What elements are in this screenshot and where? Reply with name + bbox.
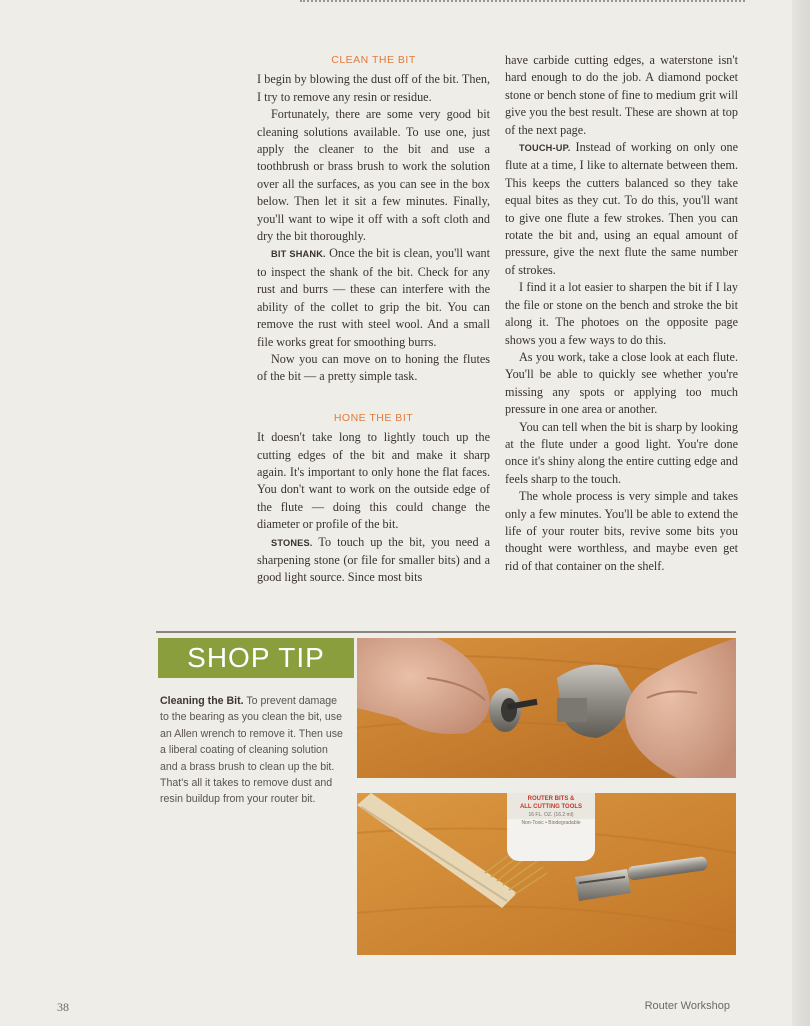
paragraph: The whole process is very simple and takes only a few minutes. You'll be able to extend the life of your router bits, revive some bits you thought were worthless, and maybe even get rid of that container on the shelf.	[505, 489, 738, 573]
heading-clean-the-bit: CLEAN THE BIT	[331, 54, 416, 66]
page-edge	[792, 0, 810, 1026]
bottle-label	[507, 795, 595, 827]
paragraph	[257, 534, 490, 587]
bottle-label-line: 16 FL. OZ. (16.2 ml)	[528, 812, 574, 818]
runin-heading: BIT SHANK.	[271, 249, 326, 260]
shop-tip-title: SHOP TIP	[187, 642, 325, 673]
paragraph: I find it a lot easier to sharpen the bit if I lay the file or stone on the bench and stroke the bit along it. The photoes on the opposite page shows you a few ways to do this.	[505, 280, 738, 347]
bottle-label-line: Non-Toxic • Biodegradable	[521, 820, 581, 826]
bottle-label-line: ROUTER BITS &	[527, 796, 575, 802]
runin-heading: TOUCH-UP.	[519, 143, 571, 154]
top-rule	[300, 0, 745, 6]
bottle-label-line: ALL CUTTING TOOLS	[519, 804, 583, 810]
paragraph: As you work, take a close look at each flute. You'll be able to quickly see whether you're missing any spots or applying too much pressure in one area or another.	[505, 349, 738, 417]
left-column	[257, 52, 490, 587]
paragraph-text: Once the bit is clean, you'll want to inspect the shank of the bit. Check for any rust and burrs — these can interfere with the ability of the collet to grip the bit. You can remove the rust with steel wool. And a small file works great for smoothing burrs.	[257, 246, 491, 349]
shop-tip-body: To prevent damage to the bearing as you clean the bit, use an Allen wrench to remove it. Then use a liberal coating of cleaning solution and a brass brush to clean up the bit. That's all it takes to remove dust and resin buildup from your router bit.	[160, 695, 343, 806]
runin-heading: STONES.	[271, 537, 313, 548]
paragraph: It doesn't take long to lightly touch up the cutting edges of the bit and make it sharp again. It's important to only hone the flat faces. You don't want to work on the outside edge of the flute — doing this could change the diameter or profile of the bit.	[257, 430, 490, 532]
paragraph: I begin by blowing the dust off of the bit. Then, I try to remove any resin or residue.	[257, 72, 490, 104]
bearing-photo-illustration	[357, 638, 736, 778]
paragraph: have carbide cutting edges, a waterstone isn't hard enough to do the job. A diamond pocket stone or bench stone of fine to medium grit will give you the best result. These are shown at top of the next page.	[505, 53, 738, 137]
paragraph: Now you can move on to honing the flutes of the bit — a pretty simple task.	[257, 351, 490, 384]
paragraph-text: To touch up the bit, you need a sharpening stone (or file for smaller bits) and a good light source. Since most bits	[257, 534, 490, 585]
paragraph	[505, 139, 738, 279]
page-number: 38	[57, 1000, 69, 1014]
paragraph-text: Instead of working on only one flute at a time, I like to alternate between them. This keeps the cutters balanced so they take equal bites as they cut. To do this, you'll want to give one flute a few strokes. Then you can rotate the bit and, using an equal amount of pressure, give the next flute the same number of strokes.	[505, 140, 738, 277]
shop-tip-text	[160, 693, 346, 808]
section-divider	[156, 631, 736, 633]
paragraph	[257, 245, 490, 350]
heading-hone-the-bit: HONE THE BIT	[333, 411, 414, 424]
right-column	[505, 52, 738, 575]
shop-tip-lead: Cleaning the Bit.	[160, 695, 244, 707]
photo-removing-bearing	[357, 638, 736, 778]
publication-name: Router Workshop	[644, 1000, 730, 1012]
shop-tip-banner	[158, 638, 354, 678]
paragraph: Fortunately, there are some very good bit cleaning solutions available. To use one, just apply the cleaner to the bit and use a toothbrush or brass brush to work the solution over all the surfaces, as you can see in the box below. Then let it sit a few minutes. Finally, you'll want to wipe it off with a soft cloth and dry the bit thoroughly.	[257, 107, 490, 244]
paragraph: You can tell when the bit is sharp by looking at the flute under a good light. You're done once it's shiny along the entire cutting edge and feels sharp to the touch.	[505, 419, 738, 486]
photo-cleaning-supplies	[357, 793, 736, 955]
